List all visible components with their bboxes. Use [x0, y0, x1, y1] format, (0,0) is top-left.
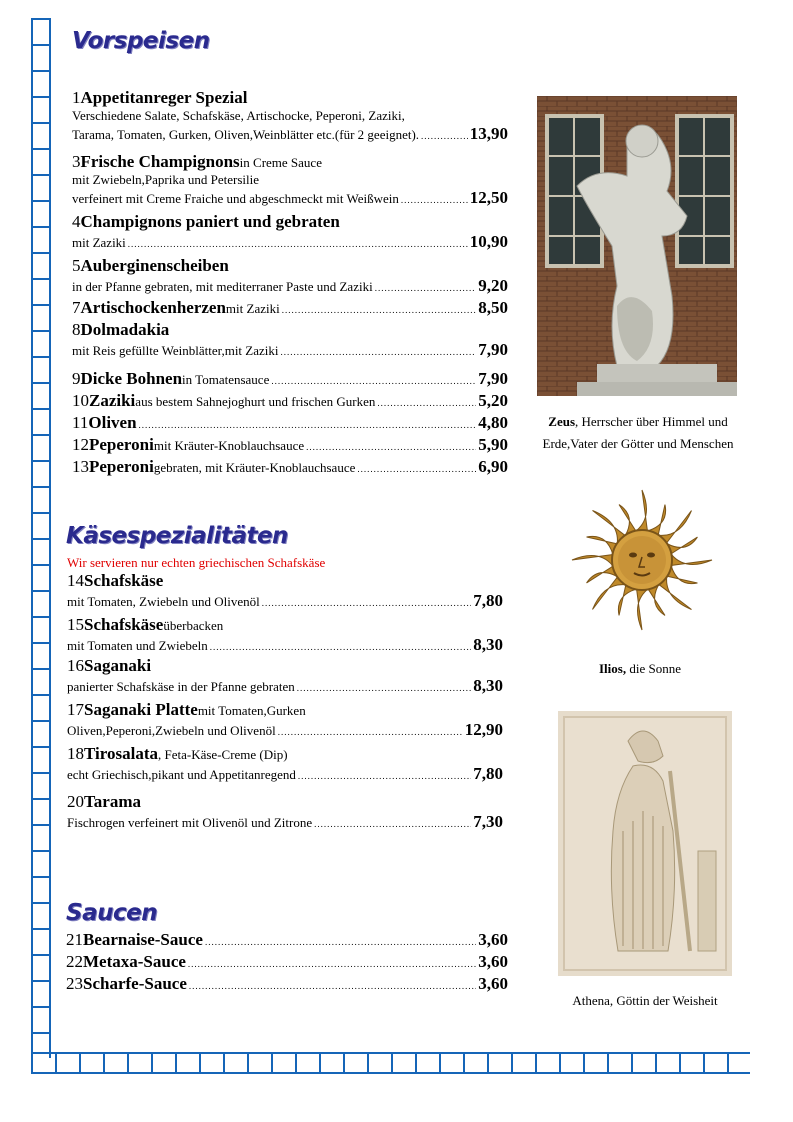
menu-item	[66, 974, 508, 994]
dot-leader	[421, 131, 468, 141]
menu-item	[72, 256, 508, 296]
menu-item	[67, 700, 503, 740]
item-title-line	[66, 930, 508, 950]
dot-leader	[139, 420, 477, 430]
item-price: 3,60	[478, 952, 508, 971]
item-name: Bearnaise-Sauce	[83, 930, 203, 949]
dot-leader	[357, 464, 476, 474]
sun-ray	[637, 590, 648, 630]
menu-item	[72, 152, 508, 208]
sun-ray	[648, 505, 665, 535]
item-description: Oliven,Peperoni,Zwiebeln und Olivenöl	[67, 723, 276, 738]
sun-ilios-image	[567, 485, 717, 635]
dot-leader	[210, 642, 472, 652]
dot-leader	[128, 239, 468, 249]
item-title-line	[67, 571, 503, 591]
item-price-line	[67, 720, 503, 740]
item-name: Artischockenherzen	[80, 298, 226, 317]
item-description: in der Pfanne gebraten, mit mediterraner Paste und Zaziki	[72, 279, 373, 294]
item-name: Frische Champignons	[80, 152, 240, 171]
item-name: Schafskäse	[84, 615, 164, 634]
greek-key-border-left	[31, 18, 51, 1058]
item-title-line	[67, 792, 503, 812]
item-price: 6,90	[478, 457, 508, 476]
ilios-caption: Ilios, die Sonne	[599, 661, 681, 676]
menu-item	[67, 656, 503, 696]
item-name: Scharfe-Sauce	[83, 974, 187, 993]
item-title-line	[72, 256, 508, 276]
item-description: mit Tomaten, Zwiebeln und Olivenöl	[67, 594, 260, 609]
item-number: 11	[72, 413, 89, 432]
item-subtitle: in Tomatensauce	[182, 372, 270, 387]
menu-item	[72, 413, 508, 433]
item-price: 3,60	[478, 974, 508, 993]
dot-leader	[401, 195, 468, 205]
item-name: Dicke Bohnen	[80, 369, 183, 388]
item-name: Peperoni	[89, 435, 154, 454]
menu-item	[72, 88, 508, 144]
item-subtitle: mit Tomaten,Gurken	[197, 703, 306, 718]
item-price: 8,30	[473, 635, 503, 654]
item-number: 16	[67, 656, 84, 675]
item-title-line	[67, 744, 503, 764]
item-number: 13	[72, 457, 89, 476]
item-number: 23	[66, 974, 83, 993]
sun-ray	[667, 566, 697, 583]
item-price: 4,80	[478, 413, 508, 432]
item-description: mit Zwiebeln,Paprika und Petersilie	[72, 172, 260, 187]
menu-item	[72, 212, 508, 252]
item-number: 22	[66, 952, 83, 971]
menu-item	[72, 320, 508, 360]
item-price: 7,90	[478, 340, 508, 359]
item-title-line	[67, 656, 503, 676]
item-price: 7,80	[473, 591, 503, 610]
dot-leader	[282, 305, 477, 315]
item-description: mit Zaziki	[72, 235, 126, 250]
item-title-line	[72, 212, 508, 232]
sun-ray	[619, 505, 636, 535]
item-price: 8,30	[473, 676, 503, 695]
item-name: Dolmadakia	[80, 320, 170, 339]
item-description: mit Reis gefüllte Weinblätter,mit Zaziki	[72, 343, 279, 358]
menu-item	[72, 298, 508, 318]
sun-ray	[648, 585, 665, 615]
dot-leader	[271, 376, 476, 386]
item-name: Tarama	[84, 792, 141, 811]
item-name: Metaxa-Sauce	[83, 952, 186, 971]
item-subtitle: , Feta-Käse-Creme (Dip)	[158, 747, 288, 762]
item-number: 4	[72, 212, 81, 231]
item-description: Verschiedene Salate, Schafskäse, Artischocke, Peperoni, Zaziki,	[72, 108, 405, 123]
item-subtitle: in Creme Sauce	[239, 155, 322, 170]
item-number: 10	[72, 391, 89, 410]
heading-saucen: Saucen	[66, 900, 158, 926]
item-number: 1	[72, 88, 81, 107]
item-number: 9	[72, 369, 81, 388]
item-subtitle: gebraten, mit Kräuter-Knoblauchsauce	[153, 460, 356, 475]
item-number: 17	[67, 700, 84, 719]
menu-item	[67, 744, 503, 784]
dot-leader	[377, 398, 476, 408]
item-name: Peperoni	[89, 457, 154, 476]
item-number: 15	[67, 615, 84, 634]
heading-vorspeisen: Vorspeisen	[72, 28, 210, 54]
item-title-line	[72, 298, 508, 318]
dot-leader	[278, 727, 463, 737]
item-description: Fischrogen verfeinert mit Olivenöl und Zitrone	[67, 815, 313, 830]
dot-leader	[205, 937, 476, 947]
item-number: 8	[72, 320, 81, 339]
item-name: Appetitanreger Spezial	[80, 88, 248, 107]
item-title-line	[72, 320, 508, 340]
item-number: 18	[67, 744, 84, 763]
item-title-line	[72, 152, 508, 172]
dot-leader	[188, 959, 476, 969]
item-price-line	[72, 188, 508, 208]
menu-item	[72, 457, 508, 477]
item-price: 12,90	[464, 720, 503, 739]
item-title-line	[72, 88, 508, 108]
item-price: 13,90	[469, 124, 508, 143]
dot-leader	[298, 771, 471, 781]
item-price-line	[72, 276, 508, 296]
item-price-line	[72, 340, 508, 360]
item-price-line	[67, 591, 503, 611]
item-price: 9,20	[478, 276, 508, 295]
item-price-line	[67, 676, 503, 696]
item-subtitle: überbacken	[163, 618, 224, 633]
item-title-line	[72, 457, 508, 477]
item-title-line	[72, 435, 508, 455]
item-subtitle: aus bestem Sahnejoghurt und frischen Gurken	[135, 394, 376, 409]
item-name: Schafskäse	[84, 571, 164, 590]
item-title-line	[72, 391, 508, 411]
dot-leader	[262, 598, 472, 608]
dot-leader	[189, 981, 476, 991]
item-number: 14	[67, 571, 84, 590]
item-description: Tarama, Tomaten, Gurken, Oliven,Weinblätter etc.(für 2 geeignet).	[72, 127, 420, 142]
item-number: 3	[72, 152, 81, 171]
dot-leader	[375, 283, 477, 293]
dot-leader	[314, 819, 471, 829]
item-number: 12	[72, 435, 89, 454]
menu-item	[67, 615, 503, 655]
item-name: Saganaki Platte	[84, 700, 198, 719]
menu-item	[72, 391, 508, 411]
item-subtitle: mit Zaziki	[225, 301, 280, 316]
sun-ray	[667, 537, 697, 554]
item-price: 8,50	[478, 298, 508, 317]
athena-relief-image	[558, 711, 732, 976]
item-description: echt Griechisch,pikant und Appetitanregend	[67, 767, 296, 782]
item-description: panierter Schafskäse in der Pfanne gebraten	[67, 679, 295, 694]
item-price: 12,50	[469, 188, 508, 207]
athena-caption: Athena, Göttin der Weisheit	[572, 993, 718, 1008]
item-price: 10,90	[469, 232, 508, 251]
item-price-line	[72, 124, 508, 144]
item-price-line	[67, 764, 503, 784]
menu-item	[66, 952, 508, 972]
greek-key-border-bottom	[31, 1052, 750, 1074]
item-number: 20	[67, 792, 84, 811]
item-price: 7,30	[473, 812, 503, 831]
menu-item	[66, 930, 508, 950]
item-price: 5,90	[478, 435, 508, 454]
item-title-line	[66, 952, 508, 972]
menu-item	[72, 369, 508, 389]
item-price: 7,80	[473, 764, 503, 783]
sun-ray	[618, 585, 635, 615]
item-name: Zaziki	[89, 391, 136, 410]
item-price: 7,90	[478, 369, 508, 388]
item-title-line	[67, 700, 503, 720]
item-name: Tirosalata	[84, 744, 158, 763]
sun-ray	[587, 566, 617, 583]
item-name: Auberginenscheiben	[80, 256, 229, 275]
item-price-line	[67, 635, 503, 655]
item-description: mit Tomaten und Zwiebeln	[67, 638, 208, 653]
heading-kaesespezialitaeten: Käsespezialitäten	[66, 523, 288, 549]
item-name: Oliven	[88, 413, 137, 432]
menu-item	[72, 435, 508, 455]
dot-leader	[306, 442, 476, 452]
menu-item	[67, 792, 503, 832]
item-name: Saganaki	[84, 656, 152, 675]
item-title-line	[72, 413, 508, 433]
item-price-line	[67, 812, 503, 832]
item-number: 7	[72, 298, 81, 317]
sun-ray	[672, 555, 712, 566]
item-price-line	[72, 232, 508, 252]
sun-ray	[587, 536, 617, 553]
menu-item	[67, 571, 503, 611]
zeus-caption: Zeus, Herrscher über Himmel und Erde,Vater der Götter und Menschen	[542, 414, 734, 451]
item-price: 5,20	[478, 391, 508, 410]
item-subtitle: mit Kräuter-Knoblauchsauce	[153, 438, 305, 453]
item-title-line	[66, 974, 508, 994]
item-description: verfeinert mit Creme Fraiche und abgeschmeckt mit Weißwein	[72, 191, 399, 206]
zeus-statue-image	[537, 96, 737, 396]
sun-ray	[572, 555, 612, 566]
dot-leader	[297, 683, 471, 693]
item-title-line	[72, 369, 508, 389]
kaese-note: Wir servieren nur echten griechischen Schafskäse	[67, 555, 326, 570]
item-number: 5	[72, 256, 81, 275]
item-name: Champignons paniert und gebraten	[80, 212, 340, 231]
item-title-line	[67, 615, 503, 635]
sun-ray	[637, 490, 648, 530]
item-number: 21	[66, 930, 83, 949]
dot-leader	[281, 347, 477, 357]
item-price: 3,60	[478, 930, 508, 949]
